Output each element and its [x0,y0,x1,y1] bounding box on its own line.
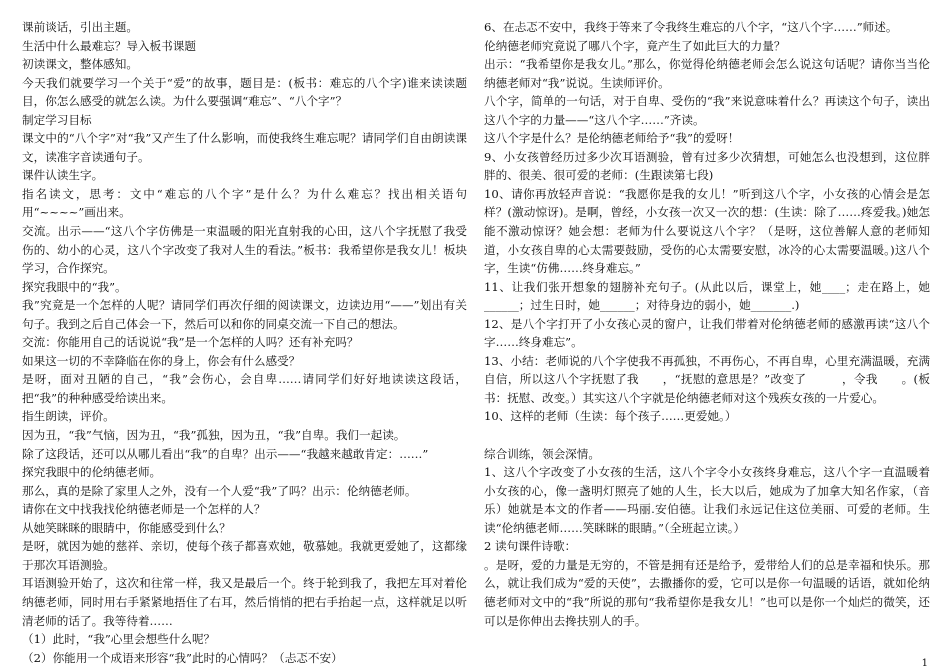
paragraph: 那么，真的是除了家里人之外，没有一个人爱“我”了吗？出示：伦纳德老师。 [22,483,417,498]
blank-line [484,426,930,445]
paragraph: 制定学习目标 [22,112,92,127]
paragraph: 9、小女孩曾经历过多少次耳语测验，曾有过多少次猜想，可她怎么也没想到，这位胖胖的、很美、很可爱的老师：(生跟读第七段) [484,149,930,183]
paragraph: 指名读文，思考：文中“难忘的八个字”是什么？为什么难忘？找出相关语句用“~~~~”画出来。 [22,186,467,220]
page-number: 1 [921,658,928,669]
paragraph: 交流：你能用自己的话说说“我”是一个怎样的人吗？还有补充吗？ [22,335,359,350]
left-column [22,18,467,667]
paragraph: 课件认读生字。 [22,168,104,183]
paragraph: 耳语测验开始了，这次和往常一样，我又是最后一个。终于轮到我了，我把左耳对着伦纳德老师，同时用右手紧紧地捂住了右耳，然后悄悄的把右手抬起一点，这样就足以听清老师的话了。我等待着…… [22,576,467,628]
paragraph: 请你在文中找我找伦纳德老师是一个怎样的人？ [22,502,266,517]
paragraph: 探究我眼中的“我”。 [22,279,127,294]
paragraph: 6、在忐忑不安中，我终于等来了令我终生难忘的八个字，“这八个字……”师述。 [484,20,898,34]
paragraph: 我”究竟是一个怎样的人呢？请同学们再次仔细的阅读课文，边读边用“——”划出有关句子。我到之后自己体会一下，然后可以和你的同桌交流一下自己的想法。 [22,298,467,331]
paragraph: 交流。出示——“这八个字仿佛是一束温暖的阳光直射我的心田，这八个字抚慰了我受伤的、幼小的心灵，这八个字改变了我对人生的看法。”板书：我希望你是我女儿！板块学习，合作探究。 [22,224,467,276]
paragraph: 10、请你再放轻声音说：“我愿你是我的女儿！”听到这八个字，小女孩的心情会是怎样？(激动惊讶)。是啊，曾经，小女孩一次又一次的想：(生读：除了……疼爱我。)她怎能不激动惊讶？她会想：老师为什么要说这八个字？（是呀，这位善解人意的老师知道，小女孩自卑的心太需要鼓励，受伤的心太需要安慰，冰冷的心太需要温暖。)这八个字，生读“仿佛……终身难忘。” [484,186,930,276]
paragraph: 从她笑眯眯的眼睛中，你能感受到什么？ [22,520,231,535]
paragraph: 八个字，简单的一句话，对于自卑、受伤的“我”来说意味着什么？再读这个句子，读出这八个字的力量——“这八个字……”齐读。 [484,94,930,127]
paragraph: 出示：“我希望你是我女儿。”那么，你觉得伦纳德老师会怎么说这句话呢？请你当当伦纳德老师对“我”说说。生读师评价。 [484,57,930,90]
paragraph: 伦纳德老师究竟说了哪八个字，竟产生了如此巨大的力量？ [484,38,786,53]
paragraph: 是呀，面对丑陋的自己，“我”会伤心，会自卑……请同学们好好地读读这段话，把“我”的种种感受给读出来。 [22,372,467,405]
paragraph: 初读课文，整体感知。 [22,57,138,72]
paragraph: 因为丑，“我”气恼，因为丑，“我”孤独，因为丑，“我”自卑。我们一起读。 [22,428,406,443]
paragraph: 10、这样的老师（生读：每个孩子……更爱她。） [484,409,737,424]
paragraph: 除了这段话，还可以从哪儿看出“我”的自卑？出示——“我越来越敢肯定：……” [22,446,429,461]
paragraph: 这八个字是什么？是伦纳德老师给予“我”的爱呀！ [484,131,740,146]
paragraph: 课前谈话，引出主题。 [22,20,138,34]
paragraph: （1）此时，“我”心里会想些什么呢？ [22,632,216,647]
paragraph: 指生朗读，评价。 [22,409,115,424]
paragraph: 12、是八个字打开了小女孩心灵的窗户，让我们带着对伦纳德老师的感激再读“这八个字……终身难忘”。 [484,316,930,350]
paragraph: 今天我们就要学习一个关于“爱”的故事，题目是：(板书：难忘的八个字)谁来读读题目，你怎么感受的就怎么读。为什么要强调“难忘”、“八个字”？ [22,75,467,109]
paragraph: 11、让我们张开想象的翅膀补充句子。(从此以后，课堂上，她____；走在路上，她______；过生日时，她______；对待身边的弱小，她_______.) [484,279,930,313]
paragraph: 如果这一切的不幸降临在你的身上，你会有什么感受？ [22,353,301,368]
paragraph: 探究我眼中的伦纳德老师。 [22,465,162,480]
paragraph: 课文中的“八个字”对“我”又产生了什么影响，而使我终生难忘呢？请同学们自由朗读课文，读准字音读通句子。 [22,131,467,164]
paragraph: 。是呀，爱的力量是无穷的，不管是拥有还是给予，爱带给人们的总是幸福和快乐。那么，就让我们成为“爱的天使”，去撒播你的爱，它可以是你一句温暖的话语，就如伦纳德老师对文中的“我”所说的那句“我希望你是我女儿！”也可以是你一个灿烂的微笑，还可以是你伸出去搀扶别人的手。 [484,557,930,628]
paragraph: 是呀，就因为她的慈祥、亲切，使每个孩子都喜欢她，敬慕她。我就更爱她了，这都缘于那次耳语测验。 [22,539,467,572]
right-column [484,18,930,630]
section-heading: 综合训练，领会深情。 [484,446,600,461]
paragraph: 13、小结：老师说的八个字使我不再孤独，不再伤心，不再自卑，心里充满温暖，充满自信，所以这八个字抚慰了我 ，“抚慰的意思是？”改变了 ，令我 。(板书：抚慰、改变。）其实这八个字就是伦纳德老师对这个残疾女孩的一片爱心。 [484,353,930,405]
paragraph: 生活中什么最难忘？导入板书课题 [22,38,196,53]
paragraph: 1、这八个字改变了小女孩的生活，这八个字令小女孩终身难忘，这八个字一直温暖着小女孩的心，像一盏明灯照亮了她的人生，长大以后，她成为了加拿大知名作家，（音乐）她就是本文的作者——玛丽.安伯德。让我们永远记住这位美丽、可爱的老师。生读“伦纳德老师……笑眯眯的眼睛。”（全班起立读。） [484,465,930,535]
paragraph: 2 读句课件诗歌： [484,539,577,554]
paragraph: （2）你能用一个成语来形容“我”此时的心情吗？（忐忑不安） [22,650,343,665]
